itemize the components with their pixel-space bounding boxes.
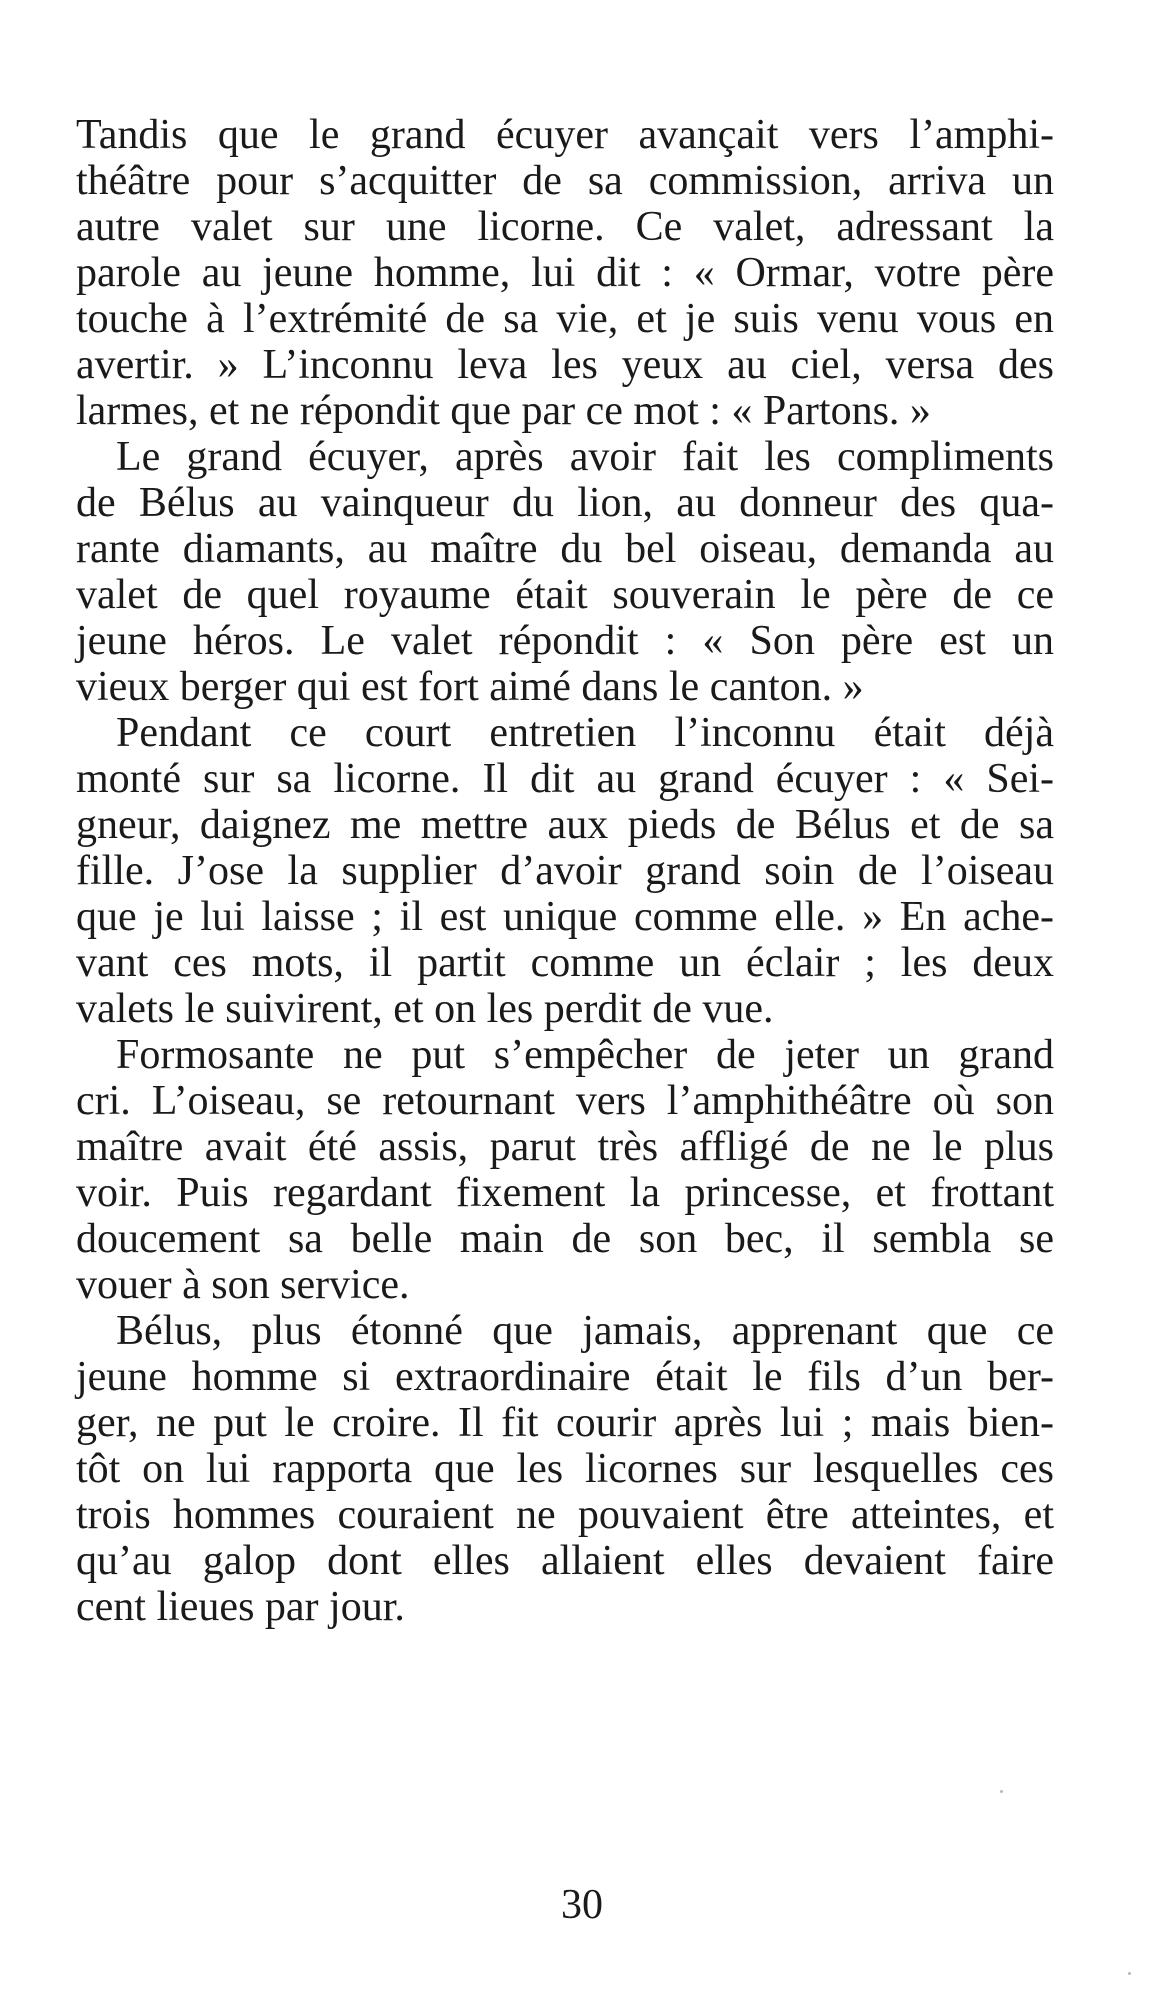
text-line: cri. L’oiseau, se retournant vers l’amphithéâtre où son [76,1078,1054,1124]
text-line: vieux berger qui est fort aimé dans le canton. » [76,664,864,710]
text-line: Formosante ne put s’empêcher de jeter un grand [116,1032,1054,1078]
text-line: que je lui laisse ; il est unique comme elle. » En ache- [76,894,1054,940]
paragraph-1 [76,112,1054,434]
text-line: Bélus, plus étonné que jamais, apprenant que ce [116,1308,1054,1354]
text-line: cent lieues par jour. [76,1584,405,1630]
text-line: monté sur sa licorne. Il dit au grand écuyer : « Sei- [76,756,1054,802]
text-line: parole au jeune homme, lui dit : « Ormar, votre père [76,250,1054,296]
text-line: valet de quel royaume était souverain le père de ce [76,572,1054,618]
text-line: jeune héros. Le valet répondit : « Son père est un [76,618,1054,664]
paragraph-5 [76,1308,1054,1630]
body-text [76,112,1054,1630]
text-line: autre valet sur une licorne. Ce valet, adressant la [76,204,1054,250]
text-line: trois hommes couraient ne pouvaient être atteintes, et [76,1492,1054,1538]
text-line: gneur, daignez me mettre aux pieds de Bélus et de sa [76,802,1054,848]
text-line: rante diamants, au maître du bel oiseau, demanda au [76,526,1054,572]
scan-speck [1000,1790,1003,1793]
text-line: larmes, et ne répondit que par ce mot : « Partons. » [76,388,931,434]
scan-speck [1128,1972,1131,1975]
text-line: voir. Puis regardant fixement la princesse, et frottant [76,1170,1054,1216]
text-line: Tandis que le grand écuyer avançait vers l’amphi- [76,112,1054,158]
text-line: tôt on lui rapporta que les licornes sur lesquelles ces [76,1446,1054,1492]
text-line: vant ces mots, il partit comme un éclair ; les deux [76,940,1054,986]
text-line: Pendant ce court entretien l’inconnu était déjà [116,710,1054,756]
text-line: fille. J’ose la supplier d’avoir grand soin de l’oiseau [76,848,1054,894]
paragraph-2 [76,434,1054,710]
text-line: ger, ne put le croire. Il fit courir après lui ; mais bien- [76,1400,1054,1446]
text-line: qu’au galop dont elles allaient elles devaient faire [76,1538,1054,1584]
text-line: doucement sa belle main de son bec, il sembla se [76,1216,1054,1262]
text-line: valets le suivirent, et on les perdit de vue. [76,986,774,1032]
text-line: maître avait été assis, parut très affligé de ne le plus [76,1124,1054,1170]
text-line: avertir. » L’inconnu leva les yeux au ciel, versa des [76,342,1054,388]
page-number: 30 [561,1882,603,1928]
text-line: jeune homme si extraordinaire était le fils d’un ber- [76,1354,1054,1400]
text-line: théâtre pour s’acquitter de sa commission, arriva un [76,158,1054,204]
text-line: touche à l’extrémité de sa vie, et je suis venu vous en [76,296,1054,342]
text-line: de Bélus au vainqueur du lion, au donneur des qua- [76,480,1054,526]
text-line: vouer à son service. [76,1262,410,1308]
text-line: Le grand écuyer, après avoir fait les compliments [116,434,1054,480]
paragraph-4 [76,1032,1054,1308]
paragraph-3 [76,710,1054,1032]
